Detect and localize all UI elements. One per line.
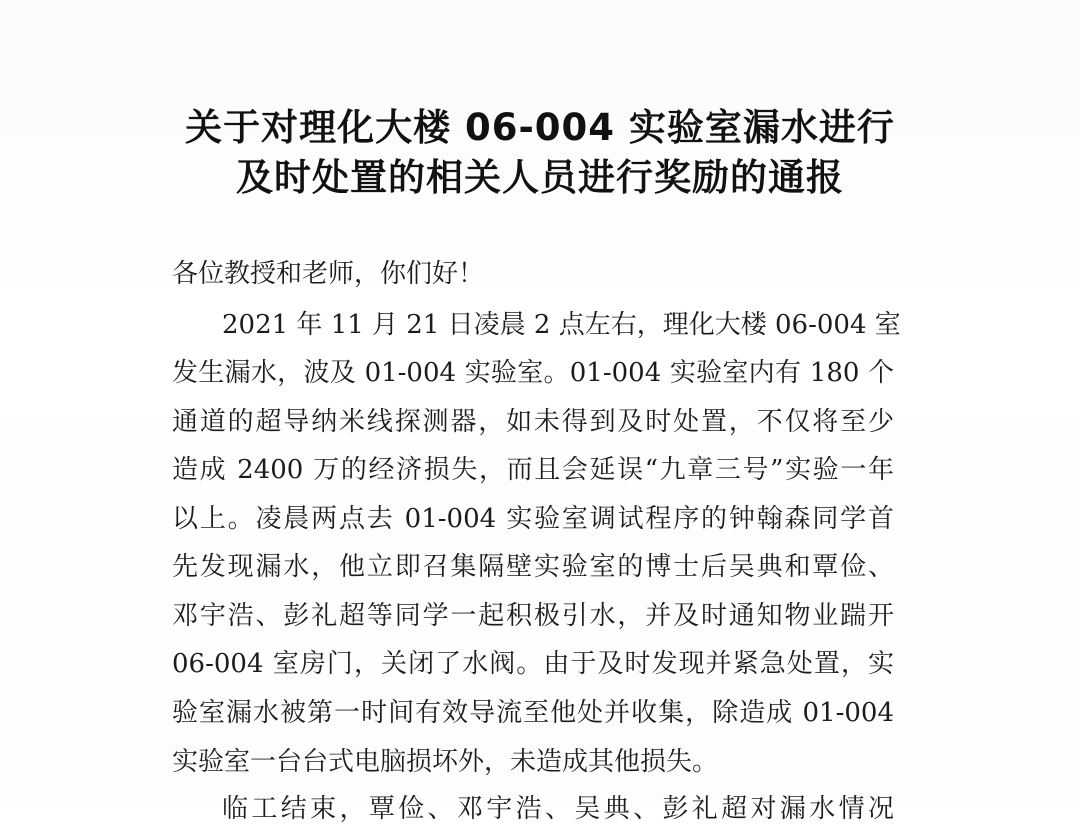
body-line: 验室漏水被第一时间有效导流至他处并收集，除造成 01-004 — [172, 698, 894, 728]
body-line: 造成 2400 万的经济损失，而且会延误“九章三号”实验一年 — [172, 455, 894, 485]
greeting: 各位教授和老师，你们好！ — [172, 259, 485, 289]
body-line: 以上。凌晨两点去 01-004 实验室调试程序的钟翰森同学首 — [172, 504, 894, 534]
document-title-line-2: 及时处置的相关人员进行奖励的通报 — [236, 156, 844, 199]
cut-off-line: 临工结束，覃俭、邓宇浩、吴典、彭礼超对漏水情况 — [222, 794, 894, 824]
body-line: 通道的超导纳米线探测器，如未得到及时处置，不仅将至少 — [172, 407, 894, 437]
body-line: 邓宇浩、彭礼超等同学一起积极引水，并及时通知物业踹开 — [172, 601, 894, 631]
body-line: 先发现漏水，他立即召集隔壁实验室的博士后吴典和覃俭、 — [172, 552, 894, 582]
body-line: 06-004 室房门，关闭了水阀。由于及时发现并紧急处置，实 — [172, 649, 894, 679]
body-line: 2021 年 11 月 21 日凌晨 2 点左右，理化大楼 06-004 室 — [222, 310, 901, 340]
body-line: 实验室一台台式电脑损坏外，未造成其他损失。 — [172, 747, 719, 777]
document-title-line-1: 关于对理化大楼 06-004 实验室漏水进行 — [185, 106, 895, 149]
body-line: 发生漏水，波及 01-004 实验室。01-004 实验室内有 180 个 — [172, 358, 894, 388]
